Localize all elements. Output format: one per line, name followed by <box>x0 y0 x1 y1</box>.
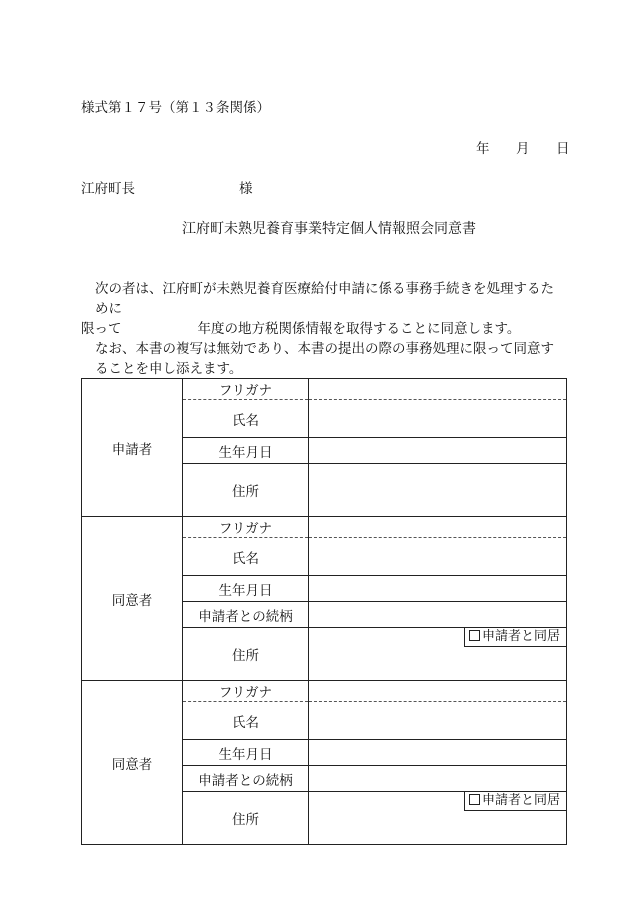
consenter2-cohabiting-label: 申請者と同居 <box>481 793 560 808</box>
consenter2-relationship-field[interactable] <box>309 766 567 792</box>
consenter1-address-wrap <box>309 628 566 680</box>
consent-statement <box>81 279 566 379</box>
consenter1-role-cell <box>82 517 183 681</box>
applicant-address-field[interactable] <box>309 464 567 517</box>
consenter2-name-field[interactable] <box>309 702 567 740</box>
person-info-table <box>81 378 567 845</box>
date-year-label: 年 <box>476 141 490 157</box>
applicant-birthdate-field[interactable] <box>309 438 567 464</box>
consent-line-2-end: 年度の地方税関係情報を取得することに同意します。 <box>197 321 521 337</box>
consent-note: なお、本書の複写は無効であり、本書の提出の際の事務処理に限って同意することを申し添えます。 <box>95 341 554 377</box>
consenter1-furigana-field[interactable] <box>309 517 567 538</box>
consenter1-cohabiting-checkbox[interactable] <box>464 627 567 647</box>
consenter1-relationship-field[interactable] <box>309 602 567 628</box>
applicant-birthdate-label: 生年月日 <box>183 438 309 464</box>
consenter2-furigana-label: フリガナ <box>183 681 309 702</box>
consenter1-address-field[interactable] <box>309 628 567 681</box>
applicant-role-cell <box>82 379 183 517</box>
consenter1-address-label: 住所 <box>183 628 309 681</box>
checkbox-icon <box>469 794 480 805</box>
applicant-furigana-label: フリガナ <box>183 379 309 400</box>
consenter2-birthdate-label: 生年月日 <box>183 740 309 766</box>
consenter2-name-label: 氏名 <box>183 702 309 740</box>
date-day-label: 日 <box>556 141 570 157</box>
consenter2-role-label: 同意者 <box>111 756 153 773</box>
applicant-name-field[interactable] <box>309 400 567 438</box>
applicant-role-label: 申請者 <box>111 441 153 458</box>
consenter2-birthdate-field[interactable] <box>309 740 567 766</box>
consenter1-birthdate-field[interactable] <box>309 576 567 602</box>
form-number: 様式第１７号（第１３条関係） <box>81 100 270 116</box>
consenter1-birthdate-label: 生年月日 <box>183 576 309 602</box>
checkbox-icon <box>469 630 480 641</box>
consenter1-role-label: 同意者 <box>111 592 153 609</box>
consenter2-address-wrap <box>309 792 566 844</box>
consenter1-name-field[interactable] <box>309 538 567 576</box>
consenter2-role-cell <box>82 681 183 845</box>
consent-line-1: 次の者は、江府町が未熟児養育医療給付申請に係る事務手続きを処理するために <box>95 281 554 317</box>
consenter1-name-label: 氏名 <box>183 538 309 576</box>
consenter2-relationship-label: 申請者との続柄 <box>183 766 309 792</box>
consenter1-relationship-label: 申請者との続柄 <box>183 602 309 628</box>
consent-line-2 <box>81 319 566 339</box>
applicant-furigana-field[interactable] <box>309 379 567 400</box>
document-title: 江府町未熟児養育事業特定個人情報照会同意書 <box>182 221 476 237</box>
consenter2-address-label: 住所 <box>183 792 309 845</box>
date-month-label: 月 <box>516 141 530 157</box>
addressee-honorific: 様 <box>239 181 253 197</box>
consenter1-furigana-label: フリガナ <box>183 517 309 538</box>
applicant-address-label: 住所 <box>183 464 309 517</box>
consenter2-furigana-field[interactable] <box>309 681 567 702</box>
consent-limit-text: 限って <box>81 321 122 337</box>
addressee-name: 江府町長 <box>81 181 135 197</box>
consenter2-address-field[interactable] <box>309 792 567 845</box>
applicant-name-label: 氏名 <box>183 400 309 438</box>
consenter2-cohabiting-checkbox[interactable] <box>464 791 567 811</box>
consenter1-cohabiting-label: 申請者と同居 <box>481 629 560 644</box>
